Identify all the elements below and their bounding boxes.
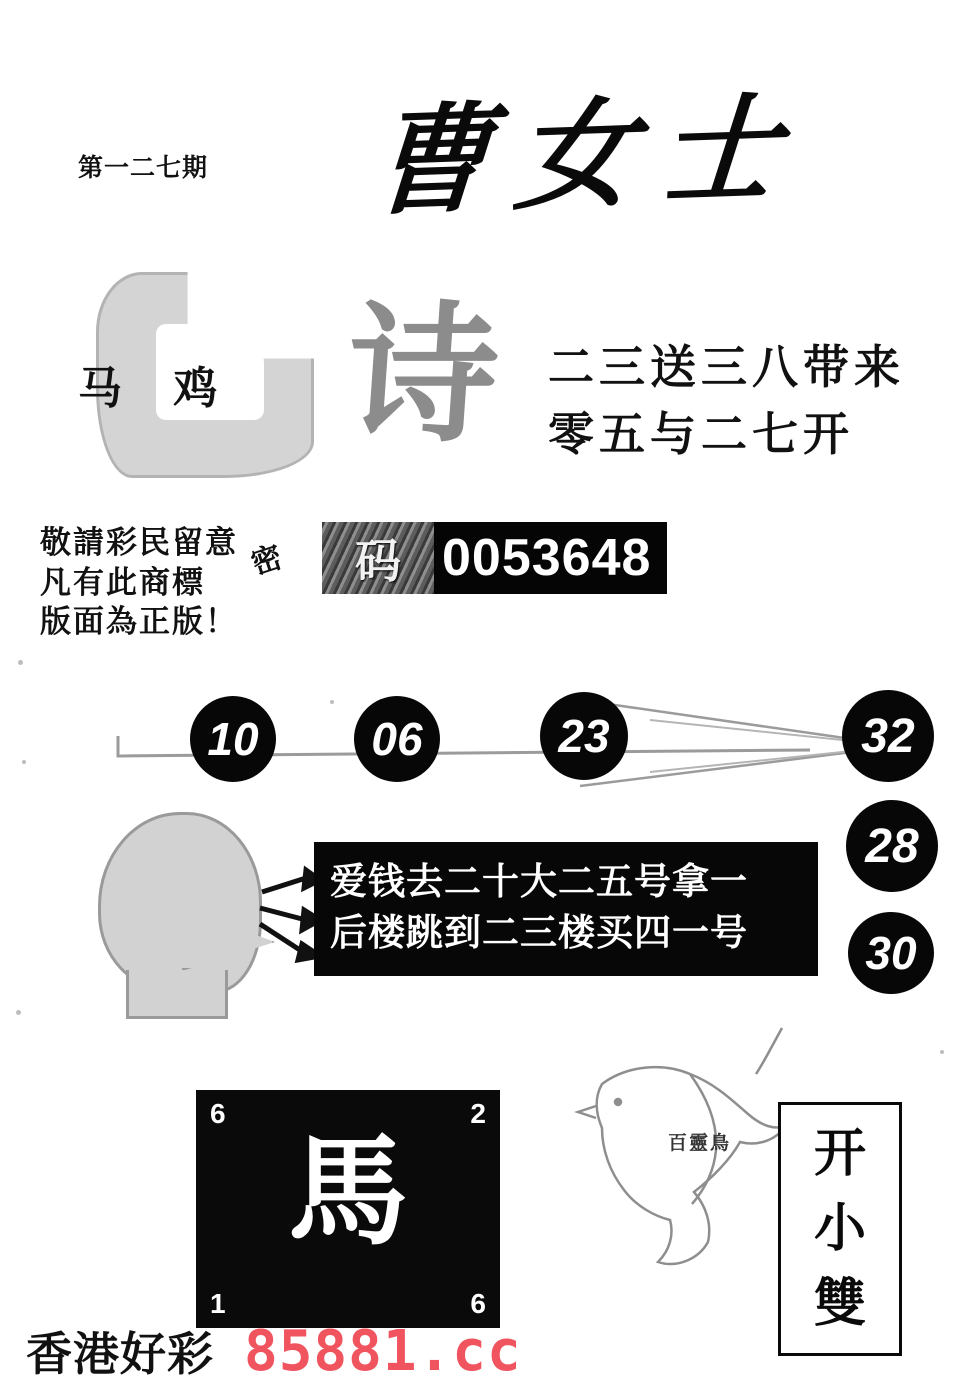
poem-line-1: 二三送三八带来 [548, 340, 905, 394]
code-digits: 0053648 [434, 522, 667, 594]
vbox-char-2: 小 [813, 1198, 866, 1259]
decorative-speck [18, 660, 23, 665]
code-smudge-text: 码 [355, 534, 401, 588]
blob-characters: 马 鸡 [78, 363, 236, 414]
lottery-ball [842, 690, 934, 782]
issue-label: 第一二七期 [78, 153, 209, 182]
card-center-character: 馬 [288, 1121, 408, 1262]
ball-value: 28 [865, 819, 919, 873]
footer-site: 85881.cc [244, 1319, 522, 1384]
horse-card [196, 1090, 500, 1328]
card-corner-top-left: 6 [210, 1098, 226, 1129]
notice-line-1: 敬請彩民留意 [40, 525, 238, 561]
lottery-ball [848, 912, 934, 994]
dove-label: 百靈鳥 [668, 1132, 732, 1154]
lottery-ball [540, 692, 628, 780]
decorative-speck [940, 1050, 944, 1054]
lottery-ball [354, 696, 440, 782]
ball-value: 06 [371, 713, 423, 765]
notice-line-2: 凡有此商標 [40, 564, 205, 601]
vbox-char-3: 雙 [813, 1273, 866, 1334]
lottery-ball [846, 800, 938, 892]
ball-value: 10 [207, 713, 259, 765]
speech-line-1: 爱钱去二十大二五号拿一 [330, 859, 748, 903]
code-smudge [322, 522, 434, 594]
page-title: 曹女士 [366, 77, 810, 232]
code-bar [322, 522, 667, 594]
speech-line-2: 后楼跳到二三楼买四一号 [330, 910, 748, 955]
decorative-speck [16, 1010, 21, 1015]
vertical-text-box [778, 1102, 902, 1356]
speech-arrow-icon [248, 862, 322, 972]
notice-line-3: 版面為正版！ [40, 604, 238, 641]
footer [26, 1318, 522, 1384]
poem-line-2: 零五与二七开 [548, 406, 854, 461]
speech-box [314, 842, 818, 976]
card-corner-top-right: 2 [470, 1098, 486, 1129]
seal-stamp: 密 [247, 538, 289, 583]
ball-value: 30 [865, 927, 917, 979]
poem-character: 诗 [341, 287, 505, 463]
head-neck [126, 970, 228, 1019]
ball-value: 32 [861, 709, 915, 763]
lottery-ball [190, 696, 276, 782]
poem-text [548, 334, 905, 467]
footer-brand: 香港好彩 [26, 1327, 214, 1381]
card-corner-bottom-left: 1 [210, 1288, 226, 1319]
notice-block [40, 524, 289, 643]
card-corner-bottom-right: 6 [470, 1288, 486, 1319]
vbox-char-1: 开 [813, 1123, 866, 1184]
head-skull [98, 812, 262, 993]
ball-value: 23 [558, 710, 610, 762]
decorative-speck [22, 760, 26, 764]
